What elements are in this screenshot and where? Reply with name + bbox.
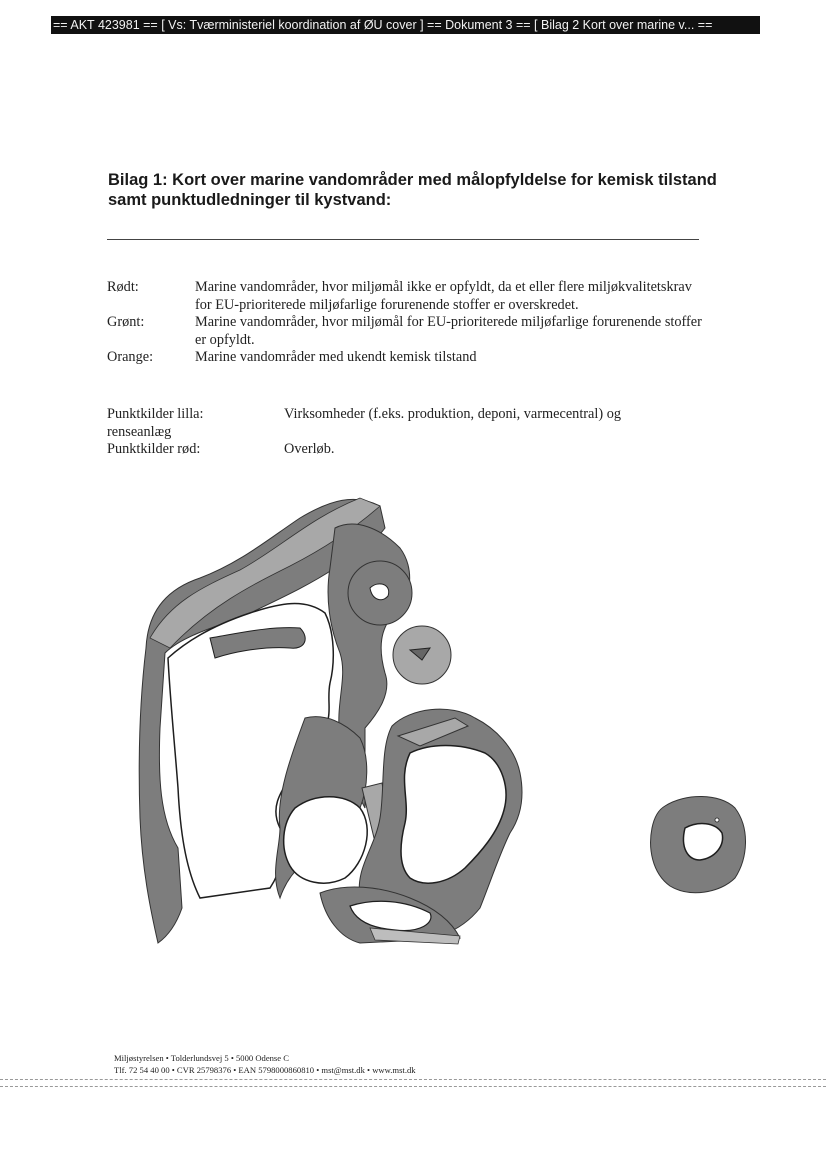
legend-text: Marine vandområder med ukendt kemisk tilstand: [195, 349, 477, 365]
funen-land: [284, 797, 368, 883]
point-source-text: Virksomheder (f.eks. produktion, deponi, varmecentral) og: [284, 406, 622, 422]
denmark-marine-map: [130, 488, 760, 950]
point-source-row-purple: [107, 406, 707, 424]
legend-text: Marine vandområder, hvor miljømål ikke er opfyldt, da et eller flere miljøkvalitetskrav for EU-prioriterede miljøfarlige forurenende stoffer er overskredet.: [195, 279, 692, 313]
scan-artifact-line: [0, 1086, 826, 1087]
legend-key: Grønt:: [107, 314, 145, 330]
footer-address: Miljøstyrelsen • Tolderlundsvej 5 • 5000 Odense C: [114, 1053, 289, 1063]
legend-key: Orange:: [107, 349, 154, 365]
point-source-legend: [107, 406, 707, 459]
legend-row-green: [107, 314, 707, 349]
document-banner: == AKT 423981 == [ Vs: Tværministeriel koordination af ØU cover ] == Dokument 3 == [ Bilag 2 Kort over marine v... ==: [51, 16, 760, 34]
title-divider: [107, 239, 699, 240]
legend-row-red: [107, 279, 707, 314]
legend-row-orange: [107, 349, 707, 367]
point-source-continuation: renseanlæg: [107, 423, 172, 440]
footer-contact: Tlf. 72 54 40 00 • CVR 25798376 • EAN 5798000860810 • mst@mst.dk • www.mst.dk: [114, 1064, 416, 1075]
point-source-key: Punktkilder lilla:: [107, 406, 204, 422]
scan-artifact-line: [0, 1079, 826, 1080]
bornholm-point-source: [715, 818, 719, 822]
point-source-text: Overløb.: [284, 441, 335, 457]
color-legend: [107, 279, 707, 367]
legend-text: Marine vandområder, hvor miljømål for EU-prioriterede miljøfarlige forurenende stoffer er opfyldt.: [195, 314, 702, 348]
page-footer: [114, 1053, 614, 1076]
page-title: Bilag 1: Kort over marine vandområder med målopfyldelse for kemisk tilstand samt punktudledninger til kystvand:: [108, 171, 717, 209]
point-source-key: Punktkilder rød:: [107, 441, 201, 457]
legend-key: Rødt:: [107, 279, 139, 295]
point-source-row-red: [107, 441, 707, 459]
